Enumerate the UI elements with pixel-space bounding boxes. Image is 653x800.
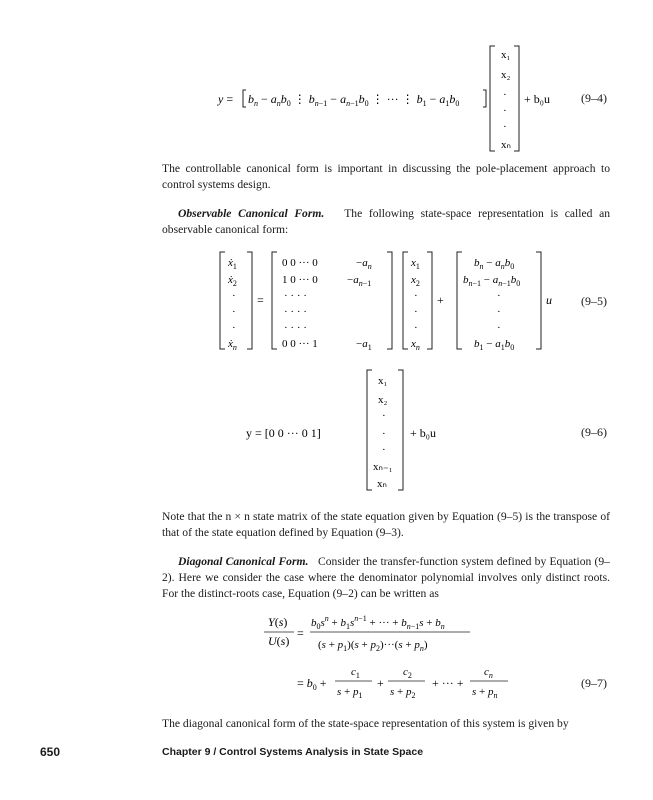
svg-text:·: · — [497, 306, 501, 318]
equation-number: (9–5) — [581, 294, 607, 308]
vector-entry: · — [382, 444, 386, 456]
equation-number: (9–4) — [581, 91, 607, 105]
svg-text:−an−1: $-a_n-1$ — [347, 274, 372, 288]
svg-text:+: + — [377, 676, 384, 690]
svg-text:0 0 ··· 0: 0 0 ··· 0 — [282, 257, 318, 269]
svg-text:ẋ2: ẋ$_2$ — [228, 274, 237, 288]
vector-entry: · — [503, 121, 507, 133]
svg-text:=: = — [297, 626, 304, 640]
svg-text:· · ·: · · · · — [284, 322, 307, 334]
svg-text:ẋn: ẋ$_n$ — [228, 338, 237, 352]
equation-number: (9–7) — [581, 676, 607, 690]
page-number: 650 — [40, 745, 61, 759]
vector-entry: xₙ₋₁ — [373, 461, 393, 473]
svg-text:=: = — [257, 293, 264, 307]
feedthrough-term: + b₀u — [524, 92, 550, 106]
vector-entry: x₁ — [501, 49, 511, 61]
svg-text:+ ··· +: + ··· + — [432, 676, 464, 690]
svg-text:s + pn: $s + p_n$ — [472, 686, 498, 700]
paragraph-text: Consider the transfer-function system defined by Equation (9–2). Here we consider the case where the denominator polynomial involves only distinct roots. For the distinct-roots case, Equation (9–2) can be written as — [162, 555, 610, 600]
svg-text:bn − anb0 ⋮ bn−1 − an−1b0 ⋮ ··: $b_n - a_nb_0$ ⋮ $b_n-1 - a_n-1b_0$ ⋮ ··· ⋮ $b_1 - a_1b_0$ — [248, 92, 460, 108]
paragraph-transpose-note: Note that the n × n state matrix of the state equation given by Equation (9–5) is the transpose of that of the state equation defined by Equation (9–3). — [162, 510, 610, 539]
svg-text:s + p1: $s + p_1$ — [337, 686, 363, 700]
svg-text:·: · — [497, 322, 501, 334]
svg-text:ẋ1: ẋ$_1$ — [228, 257, 237, 271]
svg-text:·: · — [414, 306, 418, 318]
svg-text:cn: $c_n$ — [484, 666, 493, 680]
svg-text:c1: $c_1$ — [351, 666, 360, 680]
svg-text:0 0 ··· 1: 0 0 ··· 1 — [282, 338, 318, 350]
svg-text:−a1: $-a_1$ — [356, 338, 372, 352]
svg-text:U(s): U(s) — [268, 634, 290, 648]
svg-text:+: + — [437, 293, 444, 307]
svg-text:y =: y = — [218, 92, 234, 106]
runin-heading-diagonal: Diagonal Canonical Form. — [178, 555, 309, 568]
svg-text:b1 − a1b0: $b_1 - a_1b_0$ — [474, 338, 515, 352]
svg-text:·: · — [232, 306, 236, 318]
vector-entry: · — [382, 410, 386, 422]
svg-text:b0sn + b1sn−1 + ··· + bn−1s +: $b_0s^n + b_1s^n-1$ + ··· + $b_n-1s + b_n$ — [311, 614, 445, 631]
svg-text:bn−1 − an−1b0: $b_n-1 - a_n-1b_0$ — [463, 274, 521, 288]
paragraph-diagonal-form: The diagonal canonical form of the state-space representation of this system is given by — [162, 717, 569, 730]
svg-text:x2: $x_2$ — [411, 274, 420, 288]
vector-entry: x₁ — [378, 375, 388, 387]
svg-text:u: u — [546, 293, 552, 307]
vector-entry: x₂ — [378, 394, 388, 406]
paragraph-text: The following state-space representation is called an observable canonical form: — [162, 207, 611, 236]
vector-entry: x₂ — [501, 69, 511, 81]
svg-text:1 0 ··· 0: 1 0 ··· 0 — [282, 274, 318, 286]
svg-text:(s + p1)(s + p2)···(s + pn): $(s + p_1)(s + p_2)\cdot\cdot\cdot(s + p_n)$ — [318, 639, 428, 653]
paragraph-controllable-note: The controllable canonical form is important in discussing the pole-placement approach to control systems design. — [162, 162, 610, 191]
running-footer: Chapter 9 / Control Systems Analysis in State Space — [162, 746, 424, 758]
svg-text:·: · — [414, 290, 418, 302]
vector-entry: · — [503, 105, 507, 117]
svg-text:s + p2: $s + p_2$ — [390, 686, 416, 700]
svg-text:x1: $x_1$ — [411, 257, 420, 271]
svg-text:= b0 +: = $b_0$ + — [297, 676, 327, 692]
svg-text:·: · — [497, 290, 501, 302]
vector-entry: xₙ — [501, 139, 511, 151]
svg-text:·: · — [414, 322, 418, 334]
svg-text:c2: $c_2$ — [403, 666, 412, 680]
vector-entry: · — [382, 428, 386, 440]
svg-text:xn: $x_n$ — [411, 338, 420, 352]
svg-text:−an: $-a_n$ — [356, 257, 372, 271]
svg-text:·: · — [232, 322, 236, 334]
equation-number: (9–6) — [581, 425, 607, 439]
output-row-vector: y = [0 0 ··· 0 1] — [246, 426, 321, 440]
svg-text:·: · — [232, 290, 236, 302]
svg-text:· · ·: · · · · — [284, 290, 307, 302]
runin-heading-observable: Observable Canonical Form. — [178, 207, 325, 220]
vector-entry: · — [503, 89, 507, 101]
vector-entry: xₙ — [377, 478, 387, 490]
svg-text:· · ·: · · · · — [284, 306, 307, 318]
feedthrough-term: + b₀u — [410, 426, 436, 440]
svg-text:bn − anb0: $b_n - a_nb_0$ — [474, 257, 515, 271]
svg-text:Y(s): Y(s) — [268, 615, 288, 629]
